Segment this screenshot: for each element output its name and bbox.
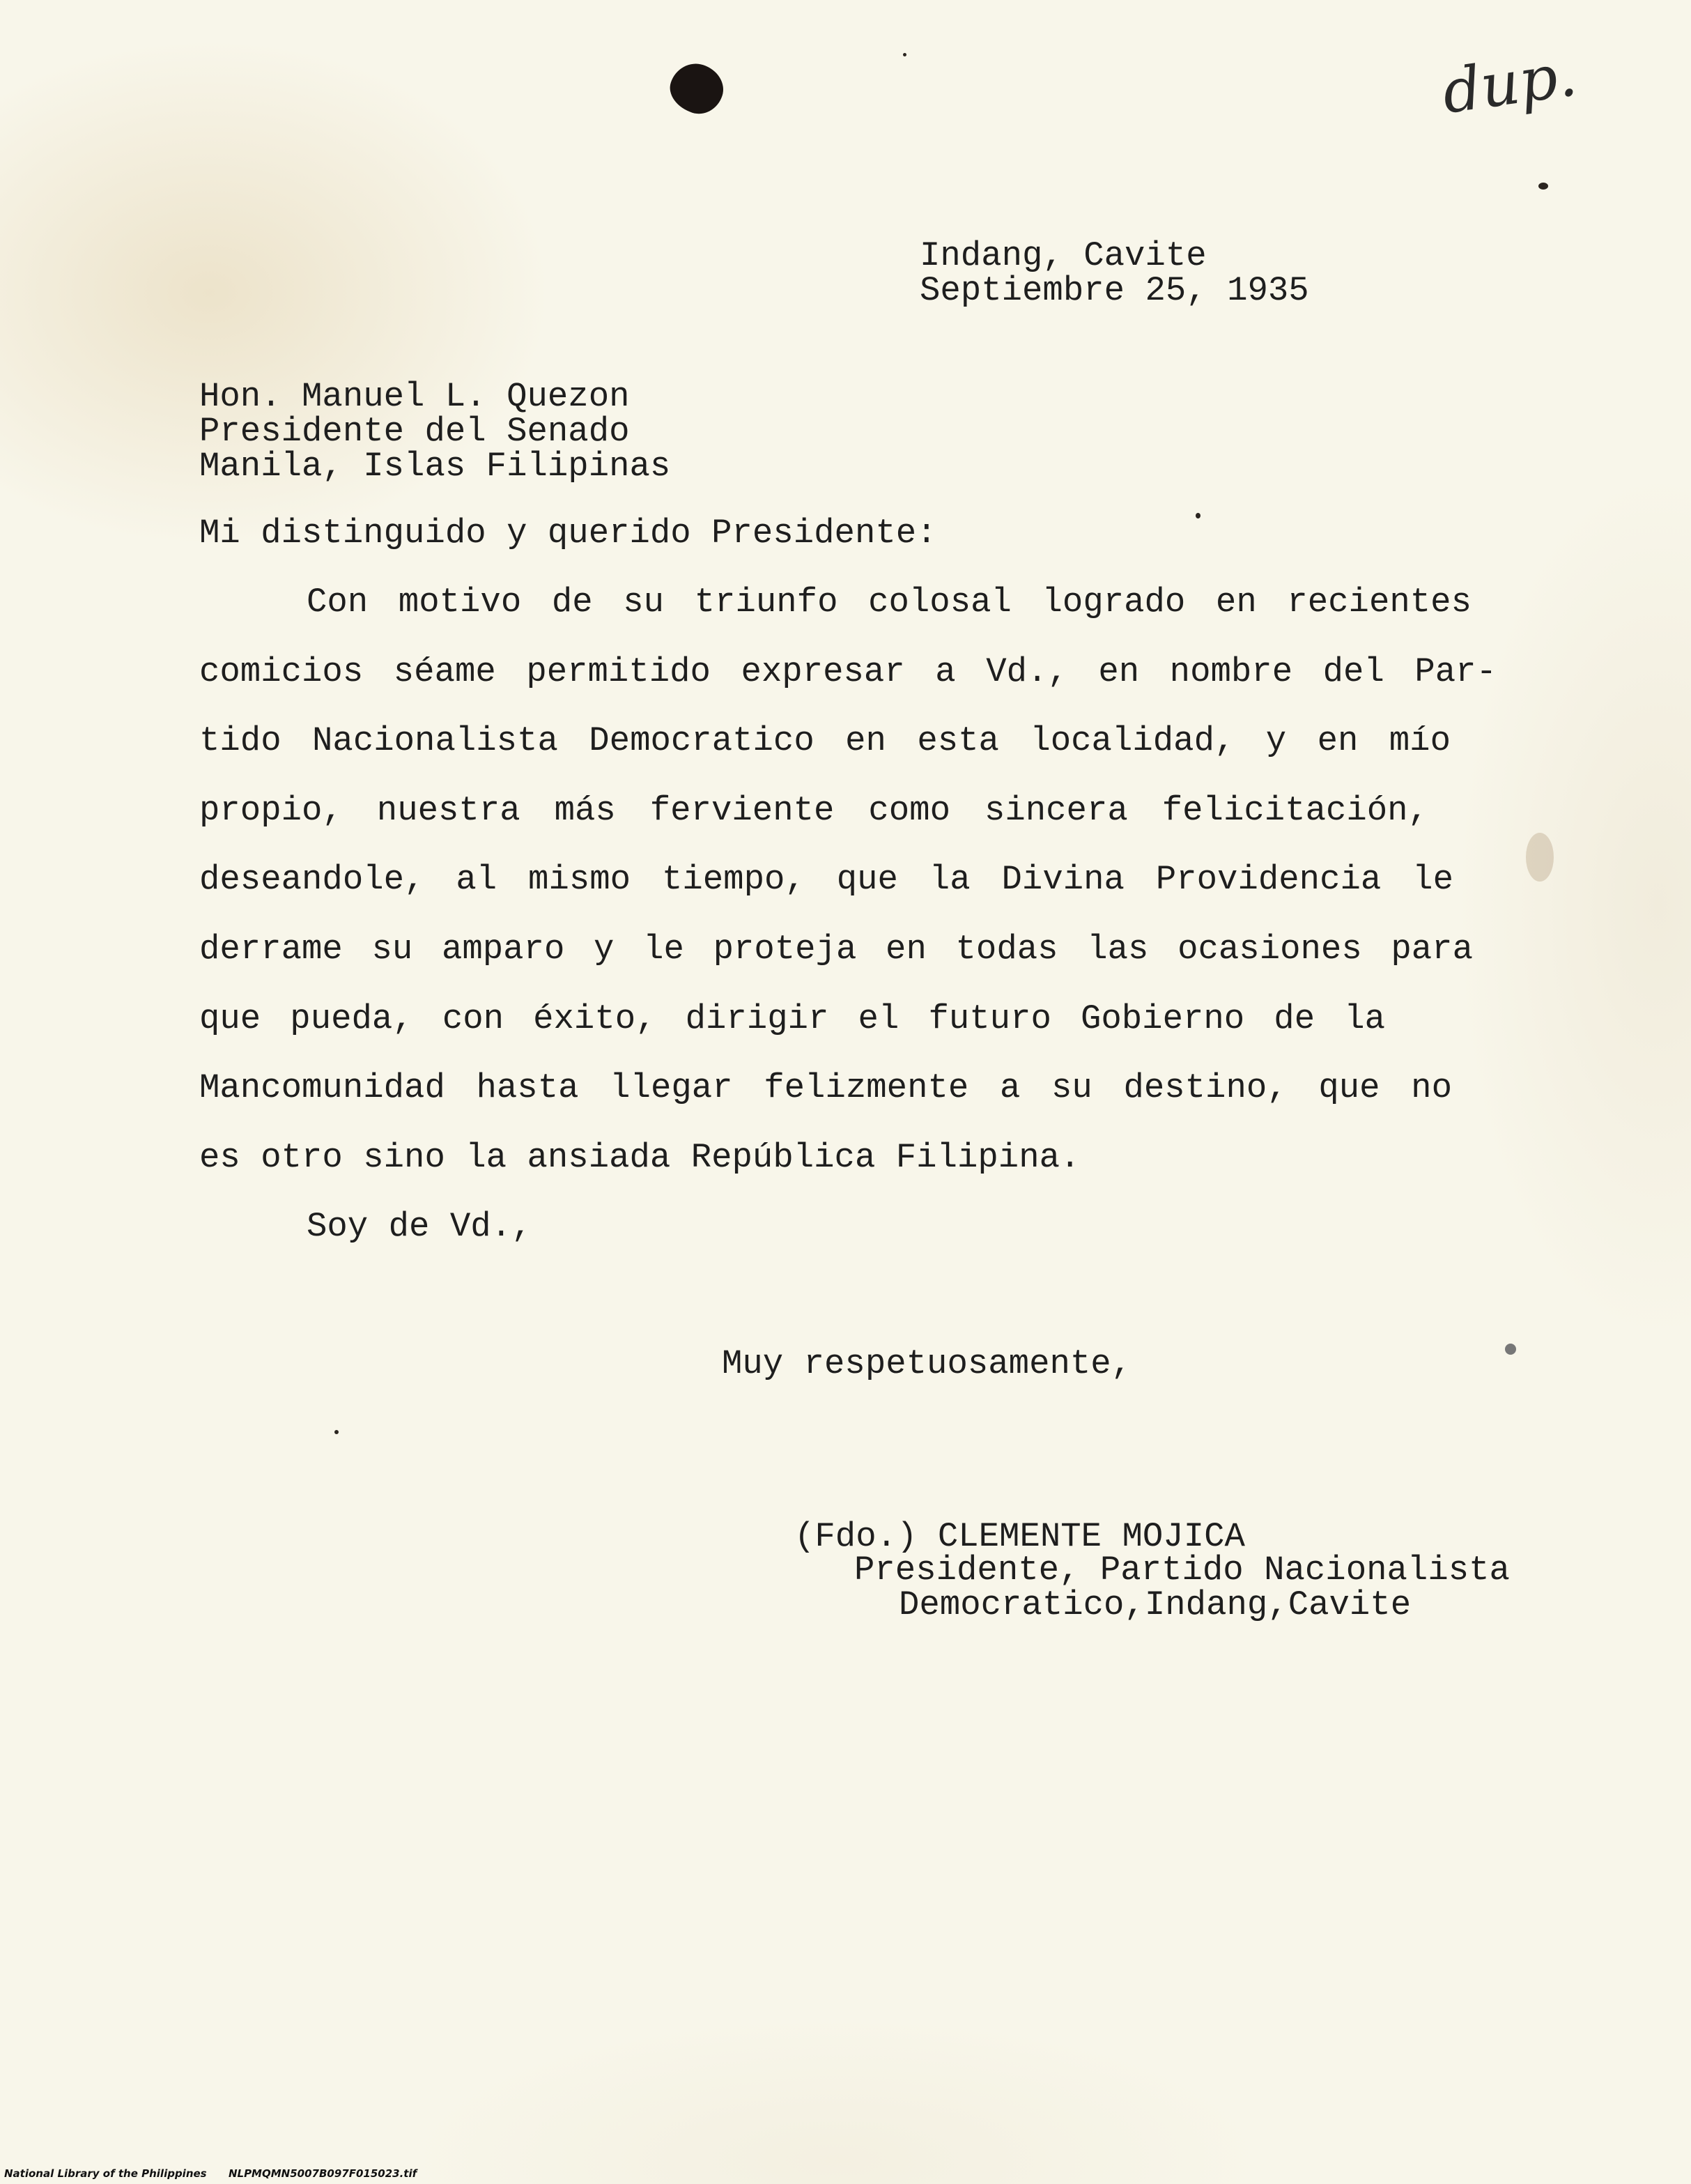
paper-speck: [1505, 1344, 1516, 1355]
signature-title: Presidente, Partido Nacionalista: [854, 1551, 1510, 1590]
paper-speck: [1538, 183, 1548, 190]
archive-label: National Library of the Philippines: [4, 2167, 207, 2180]
body-line: que pueda, con éxito, dirigir el futuro Gobierno de la: [199, 999, 1385, 1038]
valediction: Muy respetuosamente,: [722, 1344, 1132, 1383]
paper-speck: [334, 1430, 339, 1434]
body-line: Mancomunidad hasta llegar felizmente a su destino, que no: [199, 1068, 1452, 1107]
body-line: comicios séame permitido expresar a Vd., en nombre del Par-: [199, 652, 1497, 691]
body-line: Con motivo de su triunfo colosal logrado en recientes: [307, 583, 1472, 622]
archive-footer: [4, 2167, 417, 2180]
signature-name: (Fdo.) CLEMENTE MOJICA: [794, 1517, 1245, 1556]
archive-file-id: NLPMQMN5007B097F015023.tif: [228, 2167, 417, 2180]
body-line: tido Nacionalista Democratico en esta localidad, y en mío: [199, 721, 1451, 760]
closing-phrase: Soy de Vd.,: [307, 1207, 532, 1246]
paper-speck: [1196, 513, 1200, 518]
body-line: es otro sino la ansiada República Filipina.: [199, 1138, 1081, 1177]
dateline-date: Septiembre 25, 1935: [920, 271, 1309, 310]
salutation: Mi distinguido y querido Presidente:: [199, 514, 937, 553]
recipient-address: Manila, Islas Filipinas: [199, 447, 671, 486]
paper-speck: [903, 53, 906, 56]
handwritten-annotation: dup.: [1437, 40, 1581, 128]
recipient-name: Hon. Manuel L. Quezon: [199, 377, 630, 416]
paper-stain: [1526, 833, 1554, 882]
dateline-place: Indang, Cavite: [920, 236, 1207, 275]
recipient-title: Presidente del Senado: [199, 412, 630, 451]
ink-blot: [664, 57, 729, 120]
body-line: derrame su amparo y le proteja en todas las ocasiones para: [199, 930, 1473, 969]
body-line: propio, nuestra más ferviente como sincera felicitación,: [199, 791, 1428, 830]
body-line: deseandole, al mismo tiempo, que la Divina Providencia le: [199, 860, 1453, 899]
signature-organization: Democratico,Indang,Cavite: [899, 1585, 1412, 1624]
